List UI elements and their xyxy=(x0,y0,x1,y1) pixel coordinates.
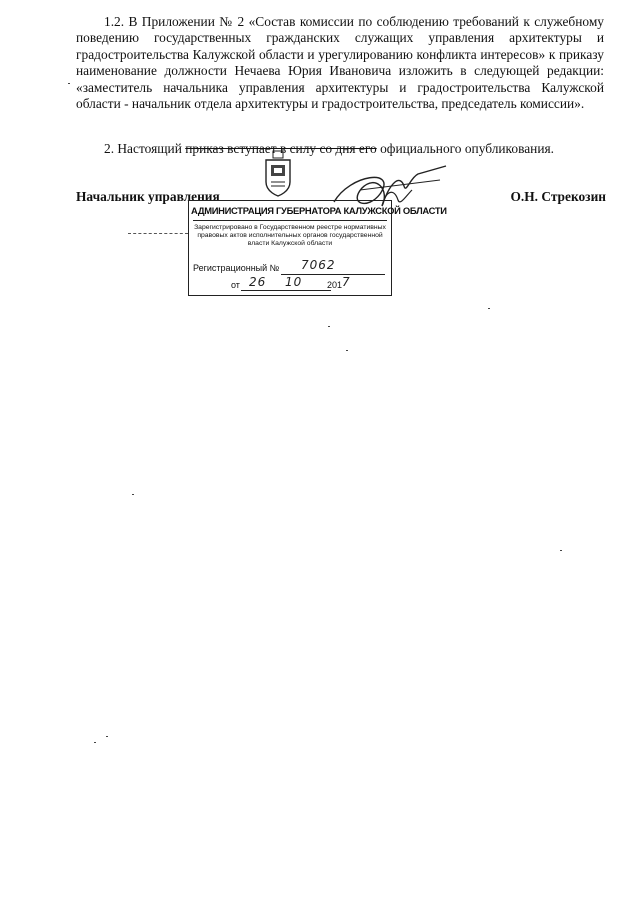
dashed-line xyxy=(128,233,188,234)
stamp-date-underline xyxy=(241,290,331,291)
scan-speck xyxy=(328,326,330,327)
paragraph-2-start: 2. Настоящий xyxy=(104,141,186,156)
stamp-date-prefix: от xyxy=(231,280,240,290)
scan-speck xyxy=(106,736,108,737)
coat-of-arms-icon xyxy=(263,150,293,198)
paragraph-2-end: официального опубликования. xyxy=(376,141,555,156)
scan-speck xyxy=(560,550,562,551)
paragraph-2-struck-text: приказ вступает в силу со дня его xyxy=(185,141,377,156)
stamp-date-day: 26 xyxy=(249,275,267,289)
scan-speck xyxy=(94,742,96,743)
paragraph-2 xyxy=(76,141,604,157)
stamp-date-month: 10 xyxy=(285,275,303,289)
paragraph-1: 1.2. В Приложении № 2 «Состав комиссии по соблюдению требований к служебному поведению государственных гражданских служащих управления архитектуры и градостроительства Калужской области и урегулированию конфликта интересов» к приказу наименование должности Нечаева Юрия Ивановича изложить в следующей редакции: «заместитель начальника управления архитектуры и градостроительства Калужской области - начальник отдела архитектуры и градостроительства, председатель комиссии». xyxy=(76,14,604,112)
stamp-divider xyxy=(193,220,387,221)
stamp-reg-label: Регистрационный № xyxy=(193,263,280,273)
signature-title: Начальник управления xyxy=(76,189,220,204)
stamp-reg-number: 7062 xyxy=(301,258,336,272)
scan-speck xyxy=(346,350,348,351)
scan-speck xyxy=(68,83,70,84)
stamp-year-prefix: 201 xyxy=(327,280,343,290)
stamp-header: АДМИНИСТРАЦИЯ ГУБЕРНАТОРА КАЛУЖСКОЙ ОБЛАСТИ xyxy=(191,205,447,216)
signature-name: О.Н. Стрекозин xyxy=(510,189,606,204)
scan-speck xyxy=(488,308,490,309)
scan-speck xyxy=(132,494,134,495)
stamp-year-suffix: 7 xyxy=(342,275,351,289)
registration-stamp xyxy=(188,200,447,296)
stamp-body: Зарегистрировано в Государственном реестре нормативных правовых актов исполнительных органов государственной власти Калужской области xyxy=(194,224,386,247)
